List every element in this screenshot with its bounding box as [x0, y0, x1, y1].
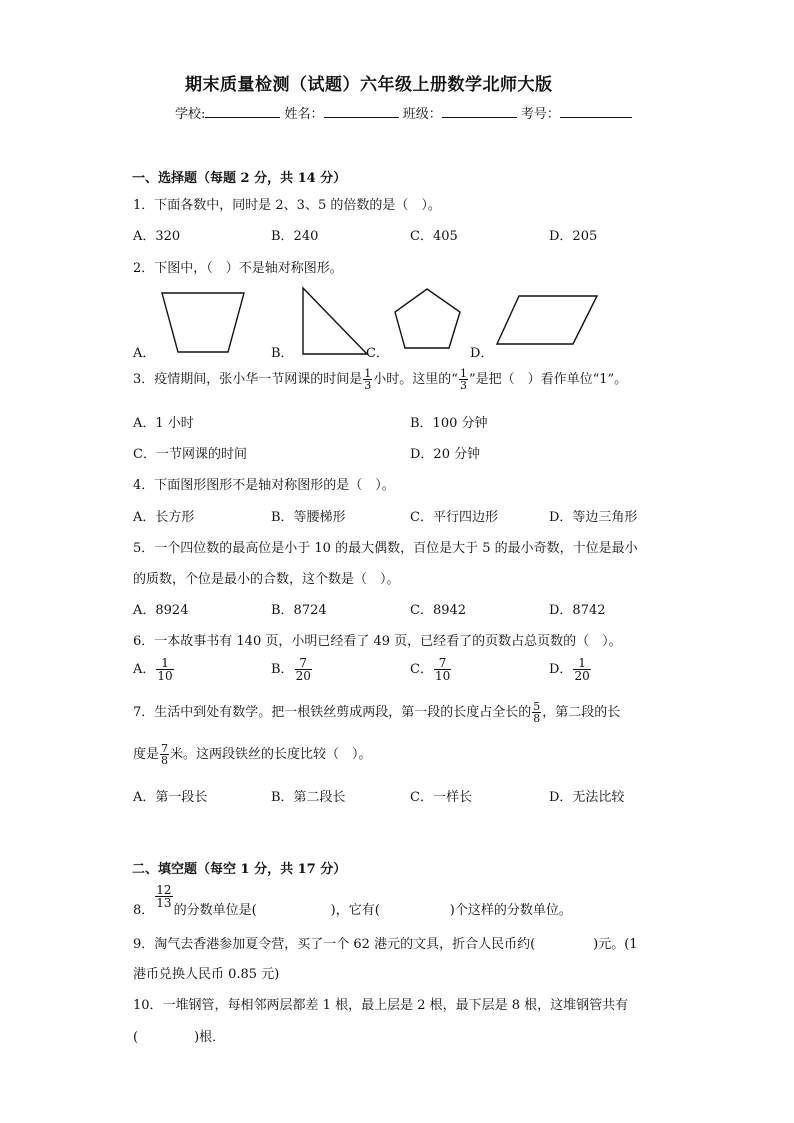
q7-option-b[interactable]: B．第二段长 [271, 790, 346, 805]
q7-option-c[interactable]: C．一样长 [410, 790, 472, 805]
q6-option-c-fraction [434, 657, 451, 682]
q2-option-b[interactable]: B． [271, 346, 294, 361]
exam-number-label: 考号： [520, 107, 560, 122]
q6-option-c[interactable] [410, 657, 452, 682]
q5-option-b[interactable]: B．8724 [271, 603, 327, 618]
q6-b-denominator: 20 [295, 669, 311, 683]
q9-line1-b: )元。(1 [593, 937, 638, 952]
q3-frac2-numerator: 1 [459, 367, 467, 380]
q10-text-line2 [133, 1026, 225, 1045]
q8-number: 8． [133, 903, 155, 918]
q7-line2-pre: 度是 [133, 747, 160, 762]
q6-option-b-fraction [295, 657, 312, 682]
info-fields-row [175, 103, 632, 122]
q4-option-d[interactable]: D．等边三角形 [549, 510, 638, 525]
q3-frac2-denominator: 3 [459, 379, 467, 392]
q6-option-c-label: C． [410, 662, 433, 677]
q1-option-c[interactable]: C．405 [410, 229, 458, 244]
q2-option-a[interactable]: A． [133, 346, 156, 361]
q7-frac2-numerator: 7 [161, 742, 169, 755]
q3-fraction-quoted [459, 368, 468, 391]
q6-d-numerator: 1 [578, 656, 586, 670]
q10-line2-b: )根． [194, 1030, 226, 1045]
section2-heading: 二、填空题（每空 1 分，共 17 分） [132, 862, 347, 877]
q7-frac1-numerator: 5 [533, 700, 541, 713]
q6-option-b[interactable] [271, 657, 313, 682]
q1-text: 1．下面各数中，同时是 2、3、5 的倍数的是（ ）。 [133, 198, 441, 213]
q7-frac2-denominator: 8 [161, 754, 169, 767]
class-label: 班级： [402, 107, 442, 122]
q8-text-c: )个这样的分数单位。 [449, 903, 572, 918]
q5-option-a[interactable]: A．8924 [133, 603, 189, 618]
q3-text [133, 368, 627, 391]
q6-option-a-fraction [156, 657, 173, 682]
q5-text-line2: 的质数，个位是最小的合数，这个数是（ ）。 [133, 572, 400, 587]
q3-text-mid: 小时。这里的“ [373, 372, 458, 387]
q6-option-d[interactable] [549, 657, 592, 682]
q6-d-denominator: 20 [574, 669, 590, 683]
parallelogram-figure [495, 294, 599, 346]
q5-text-line1: 5．一个四位数的最高位是小于 10 的最大偶数，百位是大于 5 的最小奇数，十位是最小 [133, 541, 638, 556]
q6-text: 6．一本故事书有 140 页，小明已经看了 49 页，已经看了的页数占总页数的（ ）。 [133, 634, 622, 649]
q6-b-numerator: 7 [299, 656, 308, 670]
q3-option-d[interactable]: D．20 分钟 [410, 447, 481, 462]
q6-option-d-fraction [573, 657, 590, 682]
class-field[interactable] [442, 104, 517, 118]
q8-frac-numerator: 12 [156, 883, 172, 897]
q9-line1-a: 9．淘气去香港参加夏令营，买了一个 62 港元的文具，折合人民币约( [133, 937, 536, 952]
q5-option-d[interactable]: D．8742 [549, 603, 606, 618]
q8-frac-denominator: 13 [156, 896, 172, 910]
q2-option-d[interactable]: D． [470, 346, 494, 361]
school-field[interactable] [205, 104, 280, 118]
q3-option-c[interactable]: C．一节网课的时间 [133, 447, 247, 462]
q3-option-b[interactable]: B．100 分钟 [410, 416, 488, 431]
q3-fraction [363, 368, 372, 391]
q1-option-b[interactable]: B．240 [271, 229, 319, 244]
q6-a-numerator: 1 [161, 656, 169, 670]
q10-line2-a: ( [133, 1030, 139, 1045]
q6-option-b-label: B． [271, 662, 294, 677]
q8-text [133, 884, 572, 918]
q7-frac1-denominator: 8 [533, 712, 541, 725]
q9-text-line1 [133, 933, 638, 952]
name-label: 姓名： [284, 107, 324, 122]
q6-option-a-label: A． [133, 662, 156, 677]
q4-text: 4．下面图形图形不是轴对称图形的是（ ）。 [133, 478, 395, 493]
q3-frac-denominator: 3 [364, 379, 372, 392]
q8-text-a: 的分数单位是( [173, 903, 257, 918]
school-label: 学校: [175, 107, 206, 122]
q7-line1-post: ，第二段的长 [542, 705, 621, 720]
q4-option-c[interactable]: C．平行四边形 [410, 510, 498, 525]
q4-option-a[interactable]: A．长方形 [133, 510, 195, 525]
q8-text-b: )，它有( [330, 903, 380, 918]
q1-option-a[interactable]: A．320 [133, 229, 181, 244]
q4-option-b[interactable]: B．等腰梯形 [271, 510, 346, 525]
q6-c-denominator: 10 [434, 669, 451, 683]
pentagon-figure [393, 288, 463, 350]
q3-text-pre: 3．疫情期间，张小华一节网课的时间是 [133, 372, 363, 387]
page-title: 期末质量检测（试题）六年级上册数学北师大版 [185, 75, 553, 95]
q8-fraction [155, 884, 172, 909]
exam-number-field[interactable] [560, 104, 632, 118]
q9-text-line2: 港币兑换人民币 0.85 元) [133, 967, 280, 982]
right-triangle-figure [301, 287, 371, 357]
q6-a-denominator: 10 [157, 669, 173, 683]
q7-option-a[interactable]: A．第一段长 [133, 790, 208, 805]
q7-line1-pre: 7．生活中到处有数学。把一根铁丝剪成两段，第一段的长度占全长的 [133, 705, 532, 720]
q7-option-d[interactable]: D．无法比较 [549, 790, 625, 805]
q3-option-a[interactable]: A．1 小时 [133, 416, 194, 431]
q7-line2-post: 米。这两段铁丝的长度比较（ ）。 [170, 747, 372, 762]
q6-option-d-label: D． [549, 662, 573, 677]
q10-text-line1: 10．一堆钢管，每相邻两层都差 1 根，最上层是 2 根，最下层是 8 根，这堆钢管共有 [133, 998, 629, 1013]
q7-text-line2 [133, 743, 372, 766]
q2-text: 2．下图中，（ ）不是轴对称图形。 [133, 261, 343, 276]
q7-fraction-2 [160, 743, 169, 766]
q1-option-d[interactable]: D．205 [549, 229, 598, 244]
q5-option-c[interactable]: C．8942 [410, 603, 467, 618]
q6-c-numerator: 7 [438, 656, 447, 670]
q3-frac-numerator: 1 [364, 367, 372, 380]
section1-heading: 一、选择题（每题 2 分，共 14 分） [132, 171, 347, 186]
name-field[interactable] [324, 104, 399, 118]
q6-option-a[interactable] [133, 657, 175, 682]
q7-fraction-1 [532, 701, 541, 724]
q7-text-line1 [133, 701, 620, 724]
trapezoid-figure [160, 292, 246, 354]
q2-option-c[interactable]: C． [366, 346, 389, 361]
q3-text-post: ”是把（ ）看作单位“1”。 [468, 372, 628, 387]
